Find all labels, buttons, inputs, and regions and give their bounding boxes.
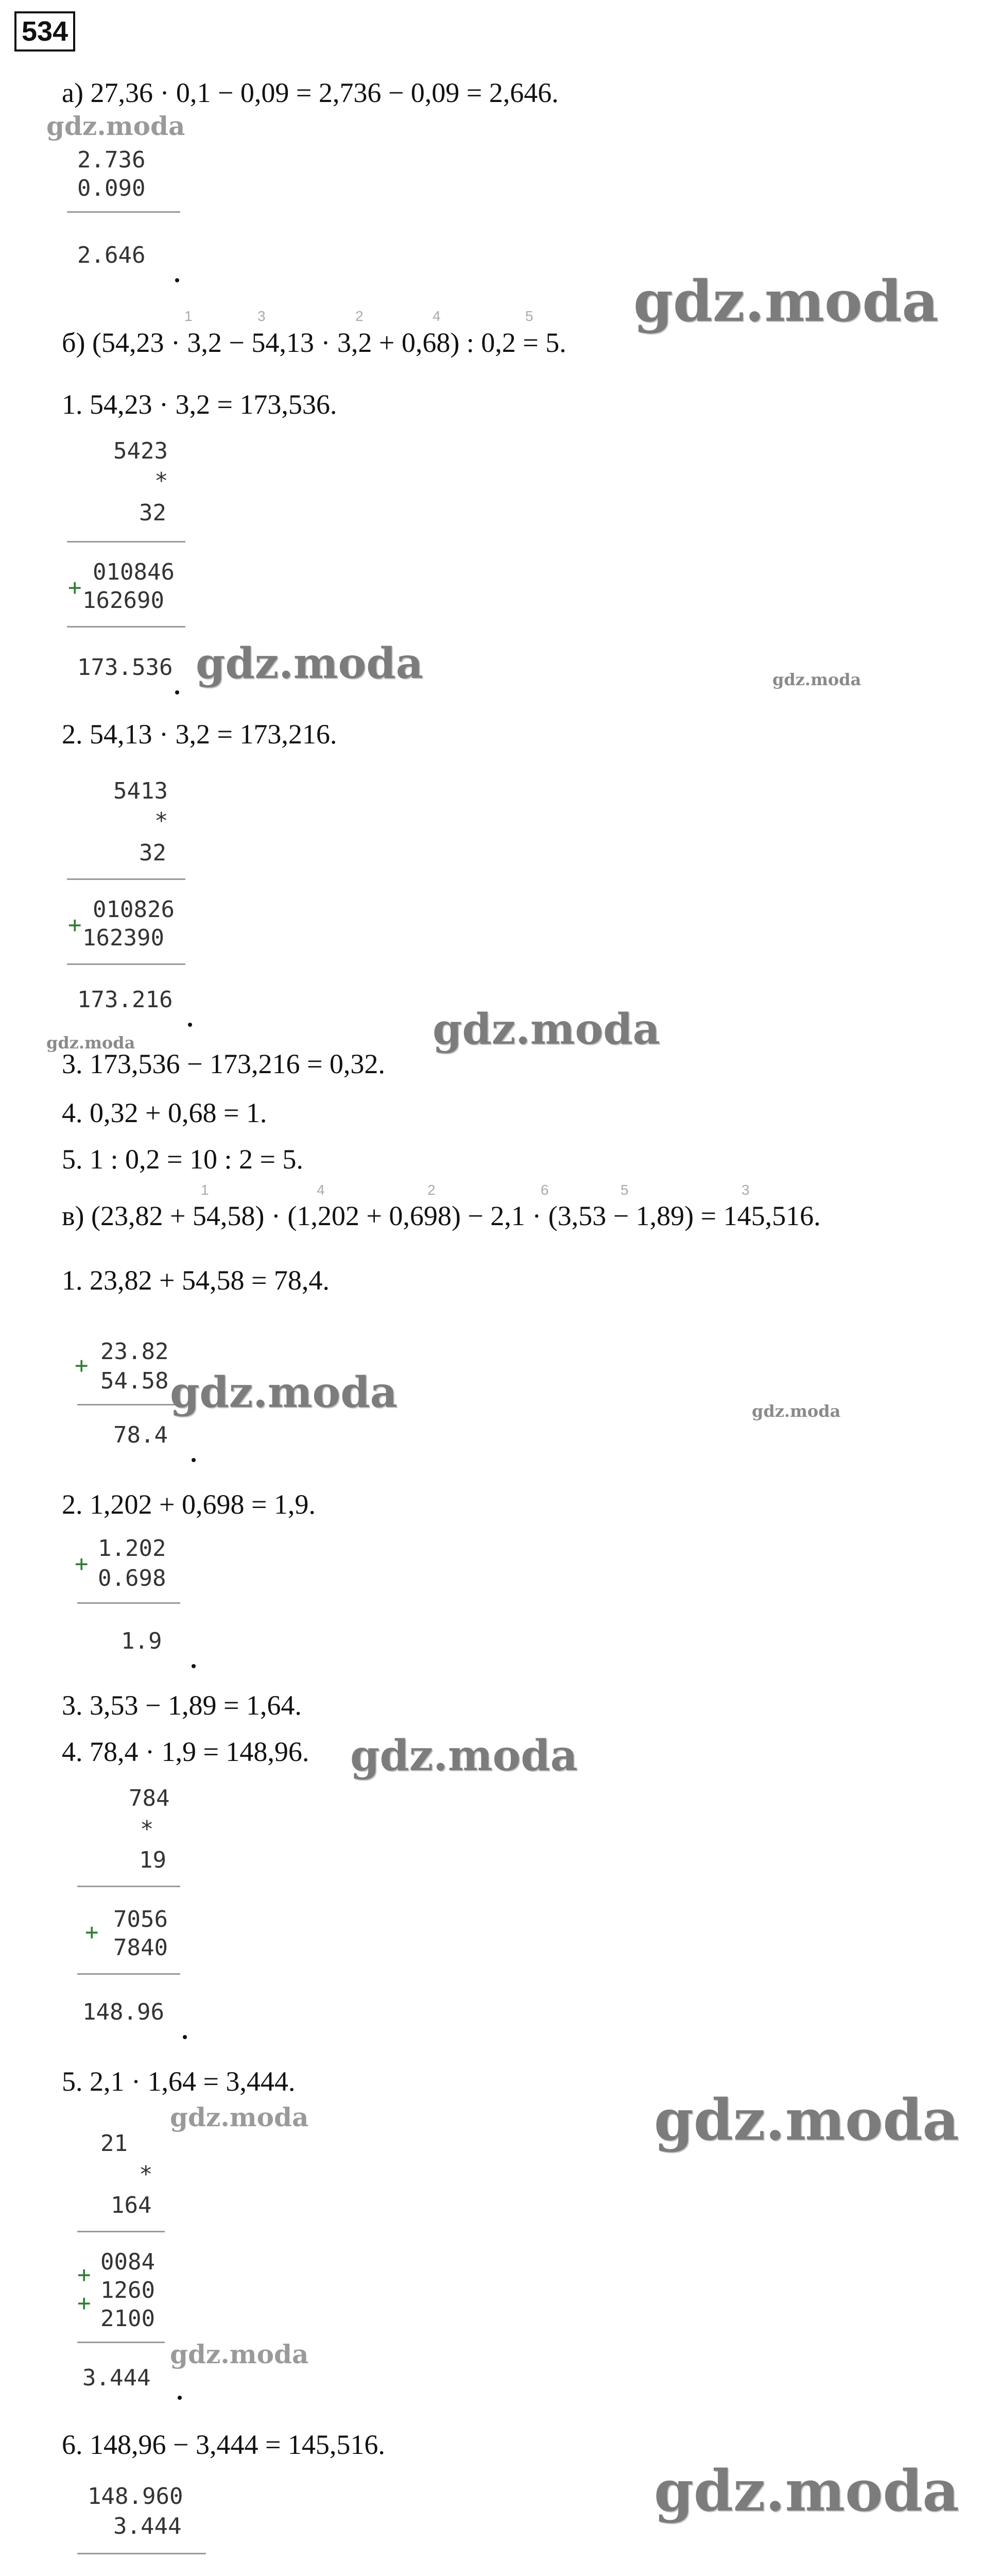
watermark: gdz.moda — [654, 2458, 959, 2524]
watermark: gdz.moda — [170, 2339, 309, 2369]
v-s5-rule — [77, 2342, 165, 2343]
v-order-mark: 2 — [427, 1182, 436, 1198]
b-s1-col: 010846 — [93, 559, 175, 585]
watermark: gdz.moda — [170, 2102, 309, 2132]
plus-sign: + — [77, 2262, 91, 2288]
b-s2-col: 010826 — [93, 896, 175, 923]
watermark: gdz.moda — [654, 2087, 959, 2153]
v-order-mark: 6 — [541, 1182, 549, 1198]
b-s1-col: 32 — [139, 500, 166, 526]
v-s4-col: 7056 — [113, 1906, 168, 1933]
v-s4-col: 7840 — [113, 1935, 168, 1961]
v-s5-col: 21 — [100, 2130, 128, 2157]
b-order-mark: 1 — [184, 308, 193, 324]
v-s1-result: 78.4 — [113, 1422, 168, 1448]
v-s1-col: 54.58 — [100, 1368, 169, 1394]
b-step-2: 2. 54,13 · 3,2 = 173,216. — [62, 719, 337, 750]
b-step-5: 5. 1 : 0,2 = 10 : 2 = 5. — [62, 1144, 303, 1175]
v-s4-col: 19 — [139, 1847, 166, 1873]
v-s5-rule — [77, 2231, 165, 2232]
watermark: gdz.moda — [433, 1005, 660, 1054]
v-step-4: 4. 78,4 · 1,9 = 148,96. — [62, 1736, 309, 1767]
v-s2-rule — [77, 1602, 180, 1604]
v-s6-rule — [77, 2553, 206, 2554]
v-order-mark: 1 — [201, 1182, 209, 1198]
b-s1-col: 5423 — [113, 438, 168, 464]
a-col-1: 2.736 — [77, 147, 146, 173]
dot — [178, 2396, 182, 2400]
plus-sign: + — [75, 1352, 89, 1379]
b-s2-col: 32 — [139, 840, 166, 866]
b-s1-col: * — [154, 468, 168, 494]
v-s5-col: 164 — [111, 2192, 152, 2218]
v-step-6: 6. 148,96 − 3,444 = 145,516. — [62, 2429, 385, 2460]
watermark: gdz.moda — [633, 268, 939, 334]
v-step-3: 3. 3,53 − 1,89 = 1,64. — [62, 1690, 302, 1721]
b-step-3: 3. 173,536 − 173,216 = 0,32. — [62, 1048, 385, 1079]
v-order-mark: 4 — [317, 1182, 325, 1198]
b-s2-col: * — [154, 808, 168, 834]
plus-sign: + — [85, 1919, 99, 1945]
plus-sign: + — [77, 2290, 91, 2316]
watermark: gdz.moda — [170, 1368, 398, 1417]
dot — [188, 1023, 192, 1027]
b-order-mark: 5 — [525, 308, 533, 324]
a-rule — [67, 211, 180, 213]
v-s4-rule — [77, 1886, 180, 1887]
watermark: gdz.moda — [350, 1731, 578, 1781]
watermark: gdz.moda — [772, 670, 862, 689]
part-a-equation: а) 27,36 · 0,1 − 0,09 = 2,736 − 0,09 = 2,646. — [62, 77, 559, 108]
v-s2-col: 0.698 — [98, 1565, 166, 1591]
watermark: gdz.moda — [46, 1033, 135, 1053]
v-s5-col: * — [139, 2161, 153, 2188]
v-s5-col: 0084 — [100, 2249, 155, 2275]
v-order-mark: 5 — [621, 1182, 629, 1198]
b-s2-rule — [67, 878, 185, 880]
plus-sign: + — [75, 1551, 89, 1577]
b-s2-col: 5413 — [113, 778, 168, 804]
b-order-mark: 3 — [257, 308, 266, 324]
b-order-mark: 4 — [433, 308, 441, 324]
b-s1-col: 162690 — [82, 587, 164, 614]
v-s2-result: 1.9 — [121, 1628, 162, 1654]
b-s1-result: 173.536 — [77, 654, 173, 681]
watermark: gdz.moda — [46, 111, 185, 141]
v-s6-col: 3.444 — [113, 2513, 182, 2539]
v-s4-result: 148.96 — [82, 1999, 164, 2025]
v-s4-col: 784 — [129, 1785, 170, 1811]
b-s2-rule — [67, 963, 185, 965]
a-col-2: 0.090 — [77, 175, 146, 201]
v-step-5: 5. 2,1 · 1,64 = 3,444. — [62, 2066, 296, 2097]
part-v-equation: в) (23,82 + 54,58) · (1,202 + 0,698) − 2,1 · (3,53 − 1,89) = 145,516. — [62, 1200, 821, 1231]
v-step-1: 1. 23,82 + 54,58 = 78,4. — [62, 1265, 330, 1296]
plus-sign: + — [68, 574, 82, 601]
b-step-4: 4. 0,32 + 0,68 = 1. — [62, 1097, 267, 1128]
b-order-mark: 2 — [355, 308, 364, 324]
b-s2-col: 162390 — [82, 925, 164, 951]
v-s2-col: 1.202 — [98, 1535, 166, 1562]
v-s5-col: 2100 — [100, 2306, 155, 2332]
b-s2-result: 173.216 — [77, 987, 173, 1013]
dot — [175, 690, 179, 694]
v-s4-col: * — [140, 1816, 154, 1842]
b-s1-rule — [67, 541, 185, 543]
plus-sign: + — [68, 912, 82, 938]
dot — [192, 1664, 196, 1668]
v-s5-col: 1260 — [100, 2277, 155, 2303]
watermark: gdz.moda — [196, 639, 423, 688]
a-dot — [175, 278, 179, 282]
v-step-2: 2. 1,202 + 0,698 = 1,9. — [62, 1489, 316, 1520]
dot — [192, 1458, 196, 1462]
b-step-1: 1. 54,23 · 3,2 = 173,536. — [62, 389, 337, 420]
a-col-result: 2.646 — [77, 242, 146, 268]
task-number: 534 — [14, 11, 75, 52]
watermark: gdz.moda — [752, 1401, 841, 1421]
v-s4-rule — [77, 1973, 180, 1975]
v-order-mark: 3 — [742, 1182, 750, 1198]
v-s5-result: 3.444 — [82, 2365, 151, 2391]
part-b-equation: б) (54,23 · 3,2 − 54,13 · 3,2 + 0,68) : 0,2 = 5. — [62, 327, 566, 358]
dot — [183, 2035, 187, 2039]
v-s1-col: 23.82 — [100, 1338, 169, 1365]
v-s6-col: 148.960 — [88, 2483, 183, 2510]
b-s1-rule — [67, 626, 185, 628]
v-s1-rule — [77, 1404, 180, 1405]
